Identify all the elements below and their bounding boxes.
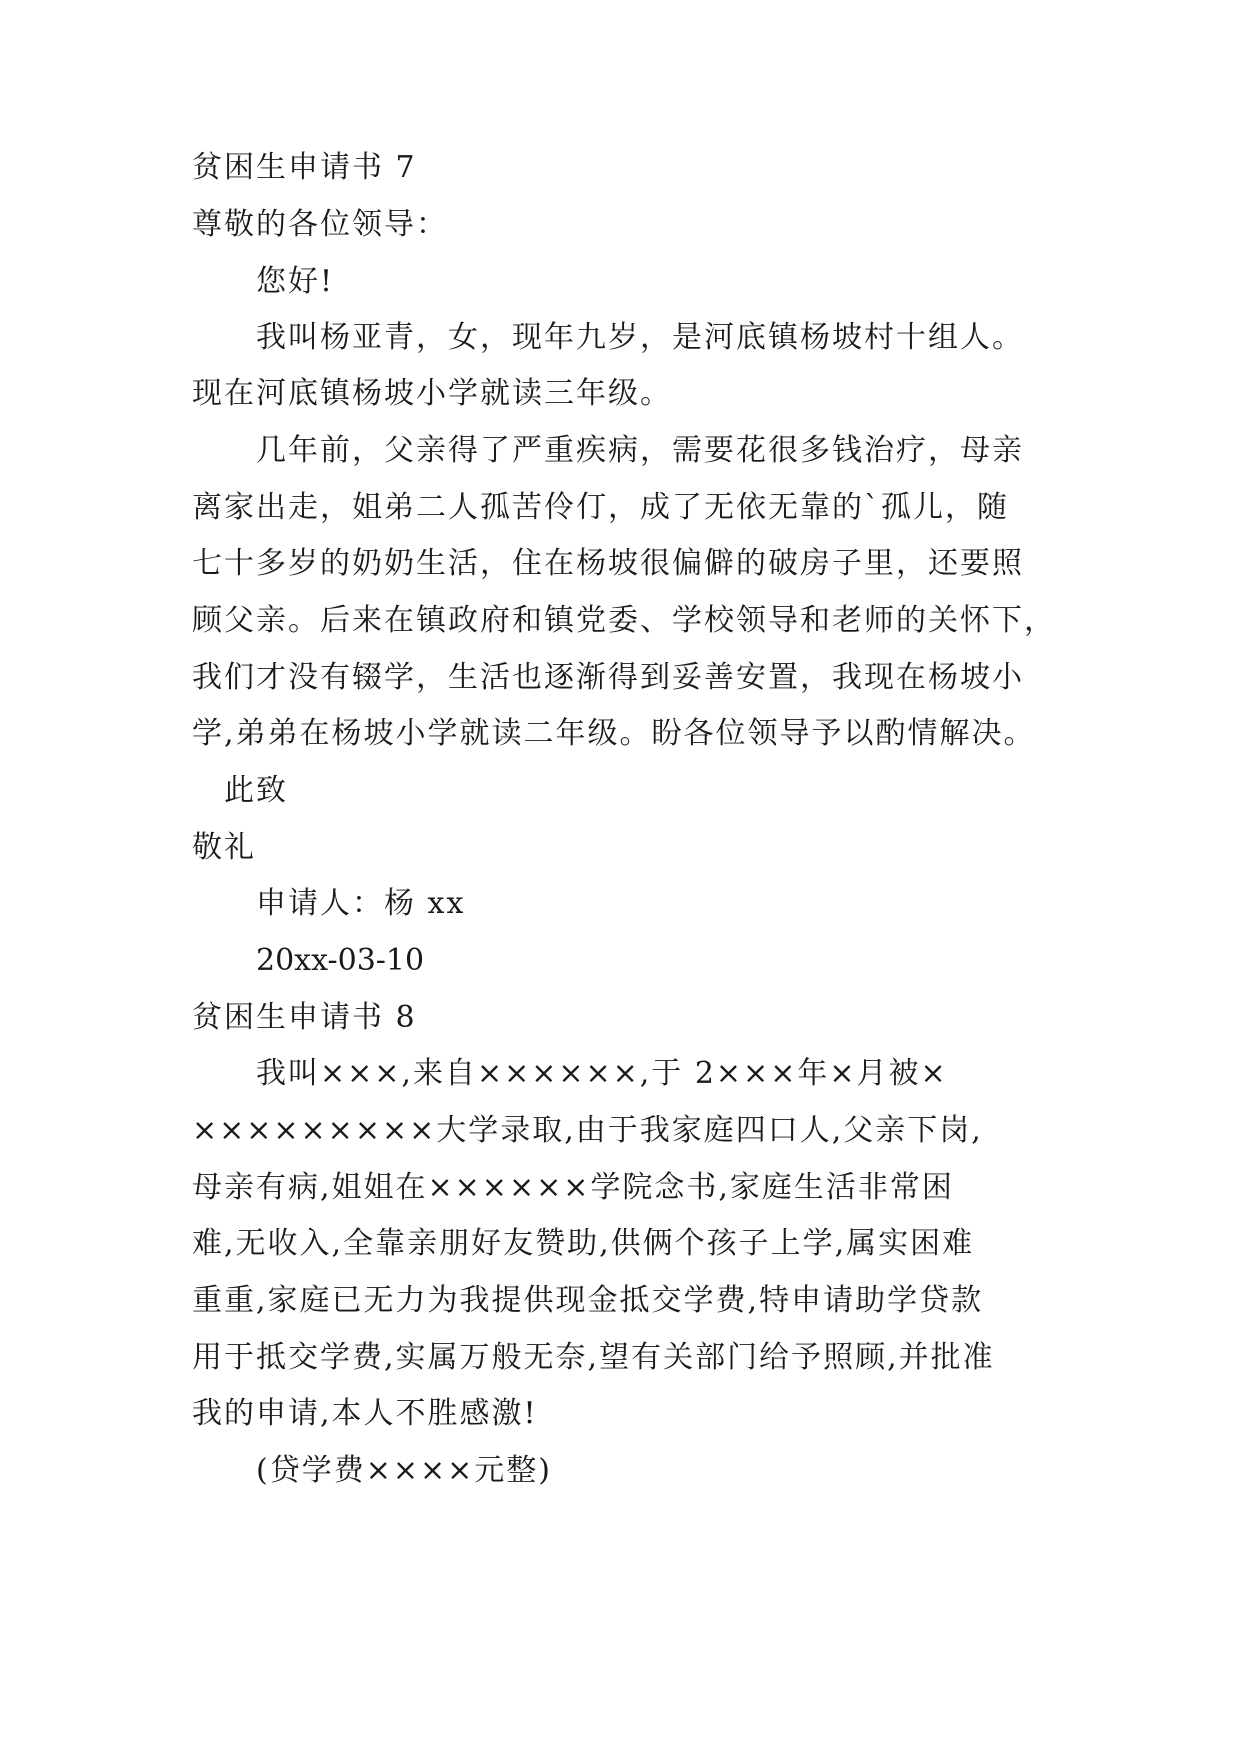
paragraph-line: 几年前，父亲得了严重疾病，需要花很多钱治疗，母亲 [256,433,1024,468]
application-date: 20xx-03-10 [256,943,425,978]
paragraph-line: 难,无收入,全靠亲朋好友赞助,供俩个孩子上学,属实困难 [192,1226,975,1261]
paragraph-line: 重重,家庭已无力为我提供现金抵交学费,特申请助学贷款 [192,1283,984,1318]
paragraph-line: 我叫杨亚青，女，现年九岁，是河底镇杨坡村十组人。 [256,320,1024,355]
paragraph-line: 学,弟弟在杨坡小学就读二年级。盼各位领导予以酌情解决。 [192,716,1036,751]
paragraph-line: 母亲有病,姐姐在××××××学院念书,家庭生活非常困 [192,1170,954,1205]
paragraph-line: 离家出走，姐弟二人孤苦伶仃，成了无依无靠的`孤儿，随 [192,490,1009,525]
paragraph-line: ×××××××××大学录取,由于我家庭四口人,父亲下岗, [192,1113,983,1148]
loan-amount-note: (贷学费××××元整) [256,1453,552,1488]
paragraph-line: 现在河底镇杨坡小学就读三年级。 [192,376,672,411]
paragraph-line: 七十多岁的奶奶生活，住在杨坡很偏僻的破房子里，还要照 [192,546,1024,581]
salutation: 尊敬的各位领导： [192,207,448,242]
paragraph-line: 顾父亲。后来在镇政府和镇党委、学校领导和老师的关怀下， [192,603,1056,638]
closing-phrase: 此致 [224,773,288,808]
section-title-8: 贫困生申请书 8 [192,1000,417,1035]
paragraph-line: 我叫×××,来自××××××,于 2×××年×月被× [256,1056,948,1091]
section-title-7: 贫困生申请书 7 [192,150,417,185]
paragraph-line: 我们才没有辍学，生活也逐渐得到妥善安置，我现在杨坡小 [192,660,1024,695]
closing-regards: 敬礼 [192,830,256,865]
paragraph-line: 我的申请,本人不胜感激! [192,1396,538,1431]
greeting: 您好! [256,264,335,299]
paragraph-line: 用于抵交学费,实属万般无奈,望有关部门给予照顾,并批准 [192,1340,995,1375]
applicant-name: 申请人：杨 xx [256,886,466,921]
